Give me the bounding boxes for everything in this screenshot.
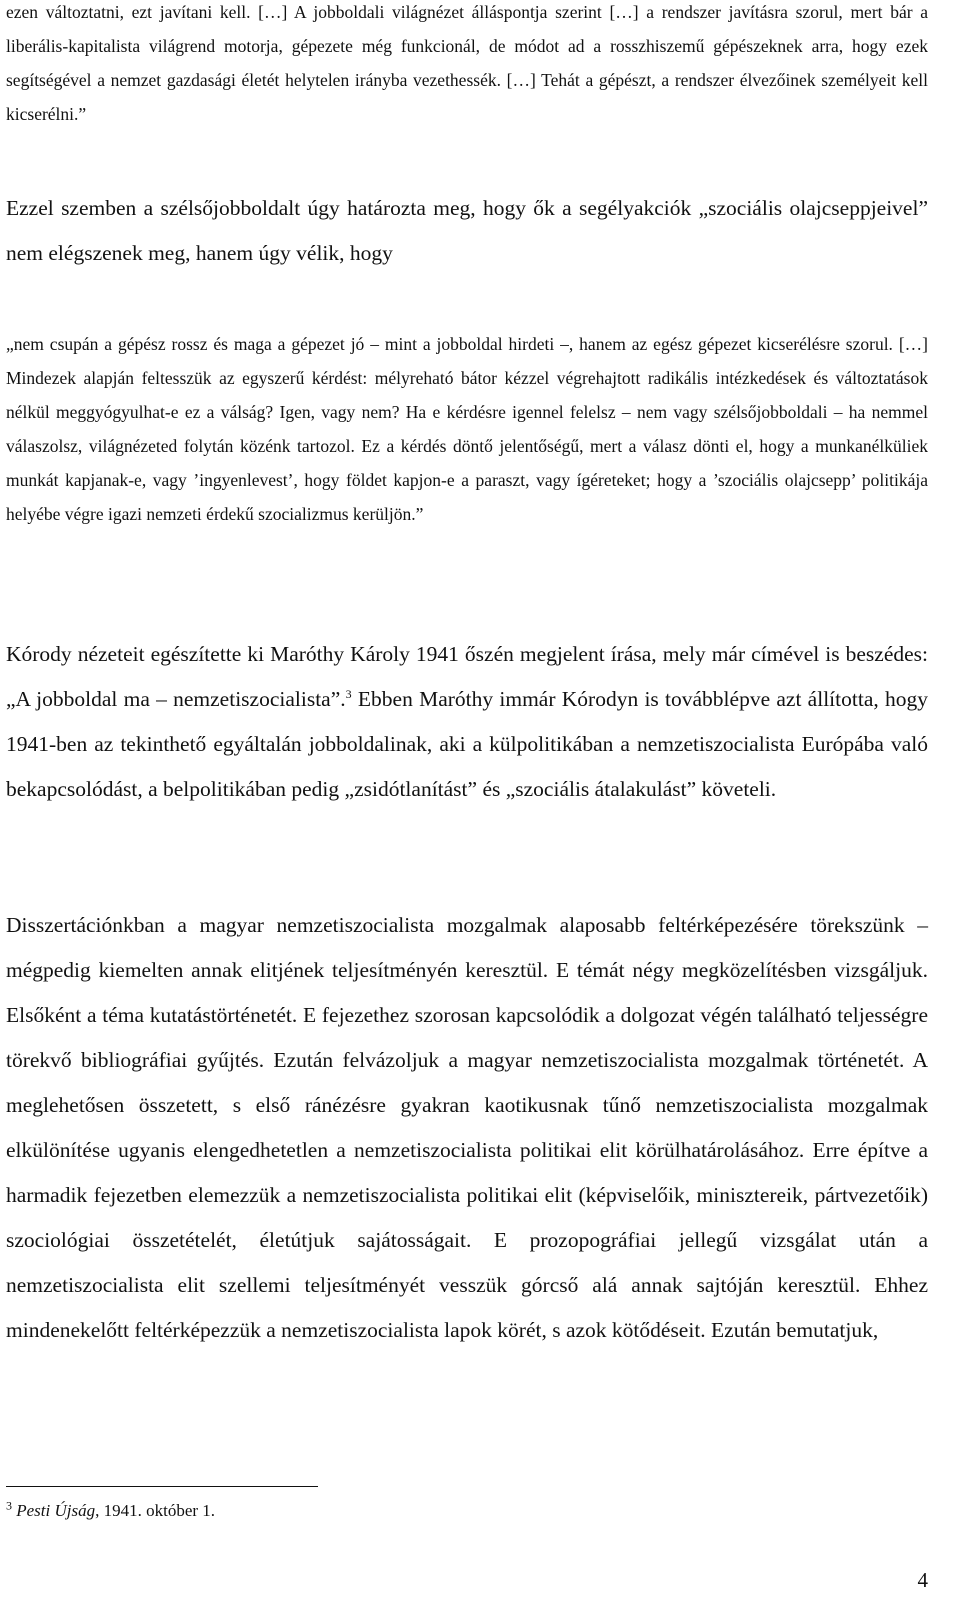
footnote-number: 3 [6,1498,12,1513]
quote-block-1: ezen változtatni, ezt javítani kell. […] A jobboldali világnézet álláspontja szerint […] a rendszer javításra szorul, mert bár a liberális-kapitalista világrend motorja, gépezete még funkcionál, de módot ad a rosszhiszemű gépészeknek arra, hogy ezek segítségével a nemzet gazdasági életét helytelen irányba vezethessék. […] Tehát a gépészt, a rendszer élvezőinek személyeit kell kicserélni.” [6,2,928,124]
page-number: 4 [917,1568,928,1592]
footnote-reference: 3 [345,686,352,701]
footnote-date: , 1941. október 1. [95,1501,216,1520]
quote-block-2: „nem csupán a gépész rossz és maga a gépezet jó – mint a jobboldal hirdeti –, hanem az egész gépezet kicserélésre szorul. […] Mindezek alapján feltesszük az egyszerű kérdést: mélyreható bátor kézzel végrehajtott radikális intézkedések és változtatások nélkül meggyógyulhat-e ez a válság? Igen, vagy nem? Ha e kérdésre igennel felelsz – nem vagy szélsőjobboldali – ha nemmel válaszolsz, világnézeted folytán közénk tartozol. Ez a kérdés döntő jelentőségű, mert a válasz dönti el, hogy a munkanélküliek munkát kapjanak-e, vagy ’ingyenlevest’, hogy földet kapjon-e a paraszt, vagy ígéreteket; hogy a ’szociális olajcsepp’ politikája helyébe végre igazi nemzeti érdekű szocializmus kerüljön.” [6,334,928,524]
footnote [6,1498,215,1524]
paragraph-2 [6,632,928,812]
paragraph-2-text-end: Ebben Maróthy immár Kórodyn is továbblépve azt állította, hogy 1941-ben az tekinthető egyáltalán jobboldalinak, aki a külpolitikában a nemzetiszocialista Európába való bekapcsolódást, a belpolitikában pedig „zsidótlanítást” és „szociális átalakulást” követeli. [6,687,928,801]
paragraph-2-text-start: Kórody nézeteit egészítette ki Maróthy Károly 1941 őszén megjelent írása, mely már címével is beszédes: „A jobboldal ma – nemzetiszocialista”. [6,642,928,711]
footnote-source-title: Pesti Újság [16,1501,96,1520]
footnote-separator [6,1486,318,1487]
paragraph-1: Ezzel szemben a szélsőjobboldalt úgy határozta meg, hogy ők a segélyakciók „szociális olajcseppjeivel” nem elégszenek meg, hanem úgy vélik, hogy [6,196,928,265]
paragraph-3: Disszertációnkban a magyar nemzetiszocialista mozgalmak alaposabb feltérképezésére törekszünk – mégpedig kiemelten annak elitjének teljesítményén keresztül. E témát négy megközelítésben vizsgáljuk. Elsőként a téma kutatástörténetét. E fejezethez szorosan kapcsolódik a dolgozat végén található teljességre törekvő bibliográfiai gyűjtés. Ezután felvázoljuk a magyar nemzetiszocialista mozgalmak történetét. A meglehetősen összetett, s első ránézésre gyakran kaotikusnak tűnő nemzetiszocialista mozgalmak elkülönítése ugyanis elengedhetetlen a nemzetiszocialista politikai elit körülhatárolásához. Erre építve a harmadik fejezetben elemezzük a nemzetiszocialista politikai elit (képviselőik, minisztereik, pártvezetőik) szociológiai összetételét, életútjuk sajátosságait. E prozopográfiai jellegű vizsgálat után a nemzetiszocialista elit szellemi teljesítményét vesszük górcső alá annak sajtóján keresztül. Ehhez mindenekelőtt feltérképezzük a nemzetiszocialista lapok körét, s azok kötődéseit. Ezután bemutatjuk, [6,913,928,1342]
